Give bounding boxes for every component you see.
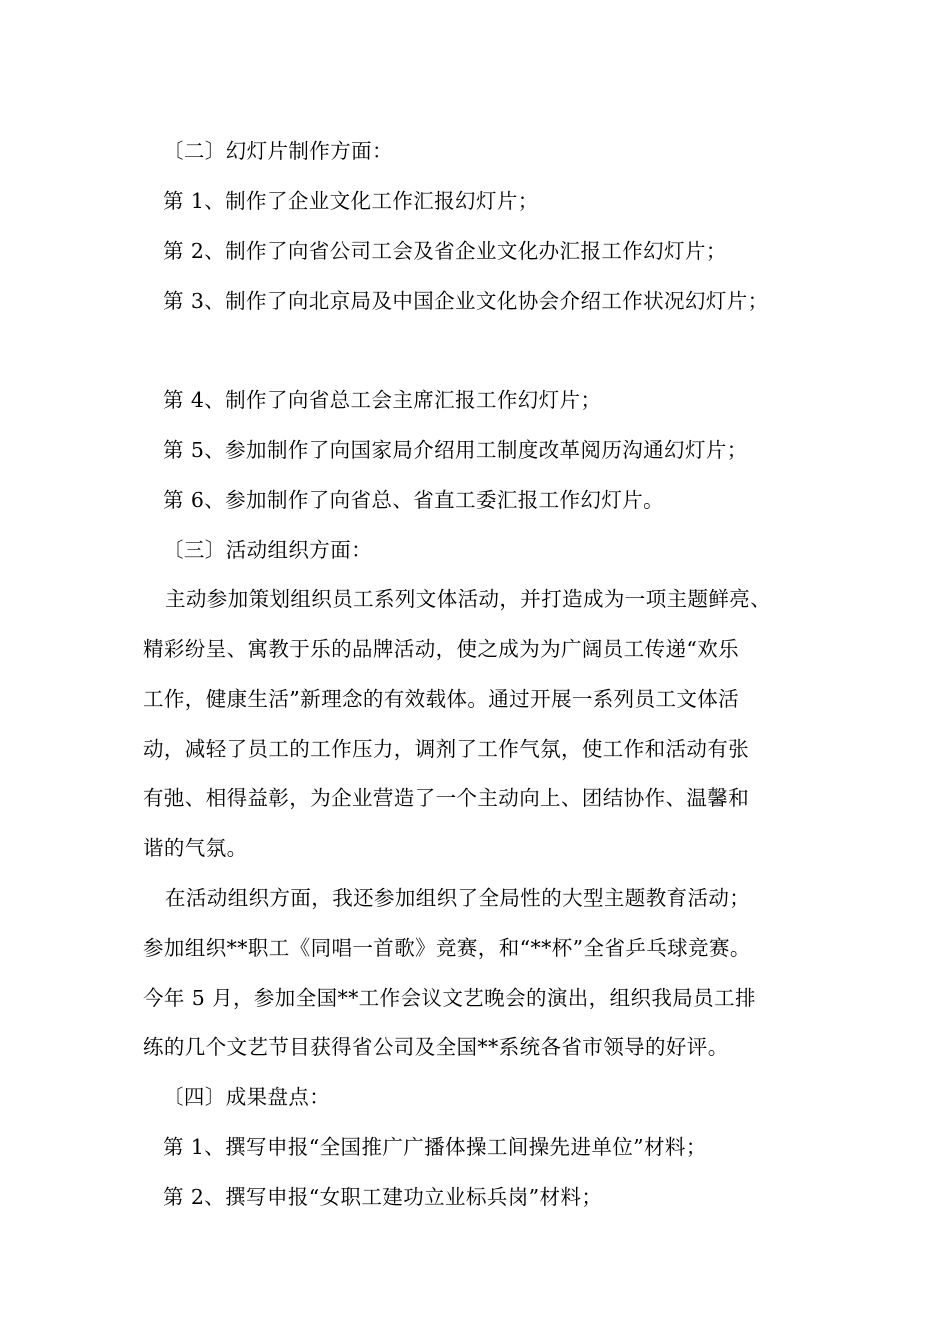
list-item: 第 3、制作了向北京局及中国企业文化协会介绍工作状况幻灯片； <box>163 289 769 313</box>
paragraph-line: 谐的气氛。 <box>143 836 248 860</box>
list-item: 第 4、制作了向省总工会主席汇报工作幻灯片； <box>163 388 602 412</box>
paragraph-line: 主动参加策划组织员工系列文体活动，并打造成为一项主题鲜亮、 <box>165 587 772 611</box>
paragraph-line: 参加组织**职工《同唱一首歌》竞赛，和“**杯”全省乒乓球竞赛。 <box>143 936 751 960</box>
list-item: 第 1、撰写申报“全国推广广播体操工间操先进单位”材料； <box>163 1135 707 1159</box>
list-item: 第 5、参加制作了向国家局介绍用工制度改革阅历沟通幻灯片； <box>163 438 748 462</box>
section-heading-slides: 〔二〕幻灯片制作方面： <box>163 139 393 163</box>
paragraph-line: 在活动组织方面，我还参加组织了全局性的大型主题教育活动； <box>165 886 751 910</box>
paragraph-line: 今年 5 月，参加全国**工作会议文艺晚会的演出，组织我局员工排 <box>143 986 756 1010</box>
list-item: 第 2、制作了向省公司工会及省企业文化办汇报工作幻灯片； <box>163 239 727 263</box>
paragraph-line: 工作，健康生活”新理念的有效载体。通过开展一系列员工文体活 <box>143 687 740 711</box>
paragraph-line: 有弛、相得益彰，为企业营造了一个主动向上、团结协作、温馨和 <box>143 786 750 810</box>
list-item: 第 2、撰写申报“女职工建功立业标兵岗”材料； <box>163 1185 603 1209</box>
paragraph-line: 练的几个文艺节目获得省公司及全国**系统各省市领导的好评。 <box>143 1035 729 1059</box>
paragraph-line: 精彩纷呈、寓教于乐的品牌活动，使之成为为广阔员工传递“欢乐 <box>143 637 740 661</box>
list-item: 第 6、参加制作了向省总、省直工委汇报工作幻灯片。 <box>163 488 665 512</box>
section-heading-activities: 〔三〕活动组织方面： <box>163 538 372 562</box>
paragraph-line: 动，减轻了员工的工作压力，调剂了工作气氛，使工作和活动有张 <box>143 737 750 761</box>
list-item: 第 1、制作了企业文化工作汇报幻灯片； <box>163 189 539 213</box>
section-heading-results: 〔四〕成果盘点： <box>163 1085 331 1109</box>
